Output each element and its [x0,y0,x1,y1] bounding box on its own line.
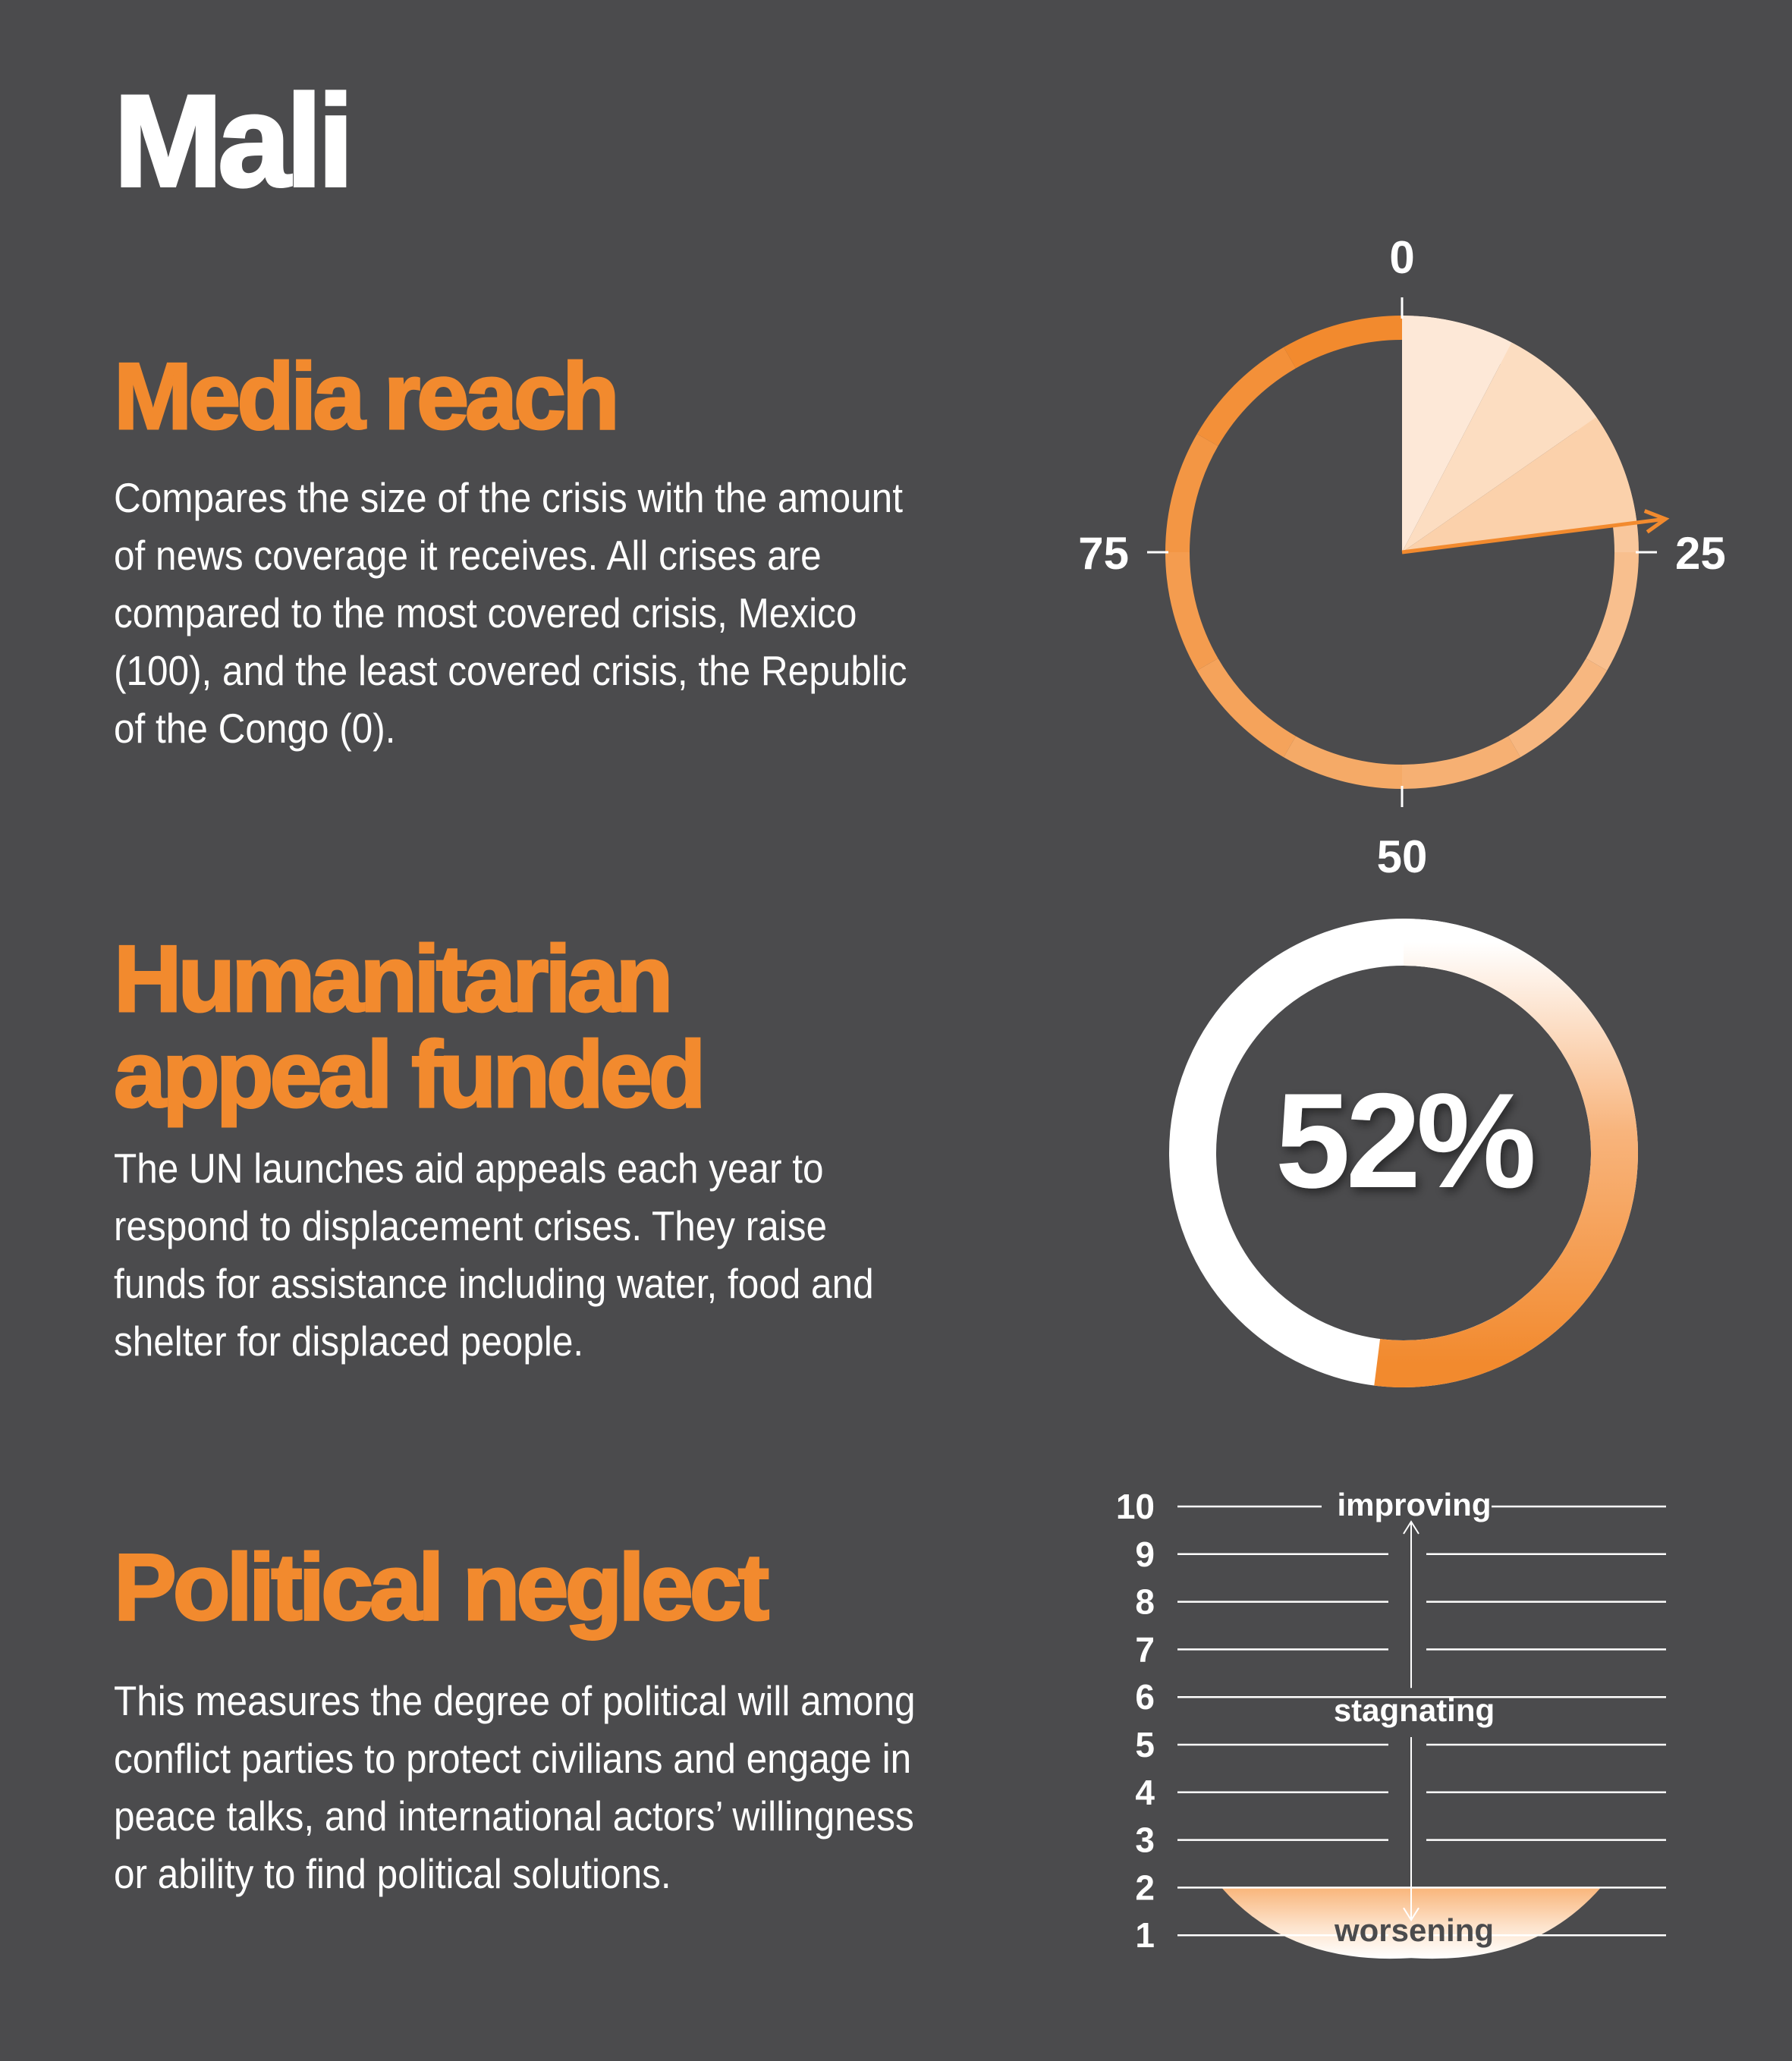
scale-tick-label: 10 [1115,1487,1155,1526]
scale-annotation-stagnating: stagnating [1333,1692,1495,1729]
gauge-ring-segment [1208,358,1290,440]
political-neglect-description: This measures the degree of political will among conflict parties to protect civilians and engage in peace talks, and international actors’ willingness or ability to find political solutions. [114,1677,916,1897]
scale-annotation-worsening: worsening [1334,1912,1495,1949]
scale-tick-label: 9 [1135,1534,1155,1574]
scale-tick-label: 1 [1135,1915,1155,1956]
scale-tick-label: 5 [1135,1725,1155,1764]
scale-tick-label: 6 [1135,1677,1155,1717]
media-reach-heading: Media reach [114,344,616,449]
scale-tick-label: 8 [1135,1582,1155,1622]
gauge-ring-segment [1290,746,1402,777]
gauge-ring-segment [1208,664,1290,746]
gauge-ring-segment [1177,552,1208,664]
scale-tick-label: 4 [1135,1772,1155,1812]
appeal-funded-heading [114,927,703,1128]
media-reach-gauge [1047,228,1730,880]
political-neglect-scale [1108,1472,1684,1972]
gauge-ring-segment [1402,746,1514,777]
scale-tick-label: 7 [1135,1629,1155,1670]
media-reach-description: Compares the size of the crisis with the amount of news coverage it receives. All crises are compared to the most covered crisis, Mexico (100), and the least covered crisis, the Republic of the Congo (0). [114,474,907,752]
gauge-tick-label: 50 [1376,831,1428,882]
appeal-funded-donut [1153,903,1654,1403]
scale-tick-label: 2 [1135,1868,1155,1908]
gauge-tick-label: 75 [1078,528,1129,579]
gauge-ring-segment [1596,552,1627,664]
gauge-ring-segment [1290,328,1402,358]
page-title: Mali [114,68,350,214]
donut-percentage-label: 52% [1275,1065,1533,1216]
appeal-funded-heading-line2: appeal funded [114,1023,703,1128]
gauge-tick-label: 0 [1389,232,1415,283]
appeal-funded-description: The UN launches aid appeals each year to respond to displacement crises. They raise funds for assistance including water, food and shelter for displaced people. [114,1145,874,1365]
gauge-ring-segment [1177,440,1208,552]
appeal-funded-heading-line1: Humanitarian [114,927,670,1032]
gauge-ring-segment [1514,664,1596,746]
scale-annotation-improving: improving [1337,1487,1492,1522]
political-neglect-heading: Political neglect [114,1535,766,1640]
gauge-tick-label: 25 [1675,528,1726,579]
scale-tick-label: 3 [1135,1820,1155,1860]
